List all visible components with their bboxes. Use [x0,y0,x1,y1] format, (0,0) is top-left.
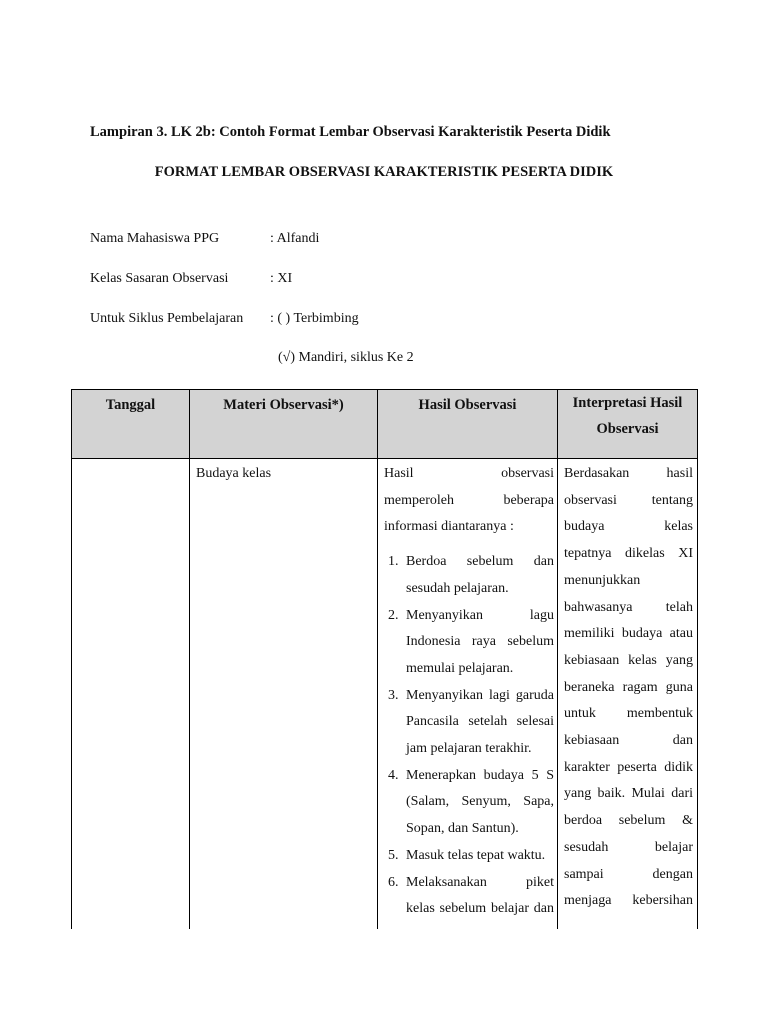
list-item-line: Pancasila setelah selesai [406,714,554,730]
list-item-line: Menyanyikan lagu [406,607,554,623]
list-number: 6. [388,874,399,890]
table-header-row [72,390,698,459]
field-value-nama: : Alfandi [270,231,320,246]
cell-hasil [378,459,558,930]
list-number: 2. [388,607,399,623]
list-item-line: Berdoa sebelum dan [406,554,554,570]
cell-tanggal [72,459,190,930]
list-item-line: Sopan, dan Santun). [406,821,519,837]
interpretasi-line: sesudah belajar [564,839,693,855]
interpretasi-line: karakter peserta didik [564,759,693,775]
header-interpretasi: Interpretasi Hasil Observasi [558,390,698,459]
list-item-line: Menerapkan budaya 5 S [406,767,554,783]
list-item-line: Menyanyikan lagi garuda [406,687,554,703]
interpretasi-line: memiliki budaya atau [564,626,693,642]
hasil-list [384,549,554,923]
cell-materi [190,459,378,930]
field-value-kelas: : XI [270,271,293,286]
hasil-intro-line: memperoleh beberapa [384,492,554,508]
interpretasi-line: menjaga kebersihan [564,893,693,909]
interpretasi-text [558,459,697,915]
interpretasi-line: sampai dengan [564,866,693,882]
interpretasi-line: bahwasanya telah [564,599,693,615]
list-item-line: memulai pelajaran. [406,660,514,676]
list-number: 5. [388,847,399,863]
table-row [72,459,698,930]
interpretasi-line: beraneka ragam guna [564,679,693,695]
list-item-line: Indonesia raya sebelum [406,634,554,650]
list-item [384,843,554,870]
interpretasi-line: menunjukkan [564,572,641,588]
field-label-kelas: Kelas Sasaran Observasi [90,271,229,286]
header-tanggal: Tanggal [72,390,190,459]
list-number: 3. [388,687,399,703]
interpretasi-line: Berdasakan hasil [564,466,693,481]
interpretasi-line: tepatnya dikelas XI [564,546,693,562]
list-number: 1. [388,554,399,570]
field-value-siklus-continuation: (√) Mandiri, siklus Ke 2 [278,350,414,365]
list-item [384,549,554,602]
interpretasi-line: observasi tentang [564,492,693,508]
list-item [384,763,554,843]
list-item-line: (Salam, Senyum, Sapa, [406,794,554,810]
list-item-line: jam pelajaran terakhir. [406,741,532,757]
document-title: FORMAT LEMBAR OBSERVASI KARAKTERISTIK PESERTA DIDIK [154,164,614,180]
list-item [384,683,554,763]
header-materi: Materi Observasi*) [190,390,378,459]
header-hasil: Hasil Observasi [378,390,558,459]
interpretasi-line: kebiasaan kelas yang [564,652,693,668]
interpretasi-line: untuk membentuk [564,706,693,722]
list-item [384,870,554,923]
hasil-intro-line: Hasil observasi [384,466,554,481]
list-item-line: Melaksanakan piket [406,874,554,890]
interpretasi-line: yang baik. Mulai dari [564,786,693,802]
list-item-line: sesudah pelajaran. [406,580,509,596]
interpretasi-line: budaya kelas [564,519,693,535]
list-item-line: kelas sebelum belajar dan [406,901,554,917]
materi-text: Budaya kelas [196,466,272,481]
interpretasi-line: berdoa sebelum & [564,813,693,829]
field-label-siklus: Untuk Siklus Pembelajaran [90,311,244,326]
list-number: 4. [388,767,399,783]
cell-interpretasi [558,459,698,930]
interpretasi-line: kebiasaan dan [564,733,693,749]
hasil-intro-line: informasi diantaranya : [384,519,514,535]
hasil-observasi-text [378,459,557,923]
list-item [384,603,554,683]
field-label-nama: Nama Mahasiswa PPG [90,231,220,246]
list-item-line: Masuk telas tepat waktu. [406,847,546,863]
field-value-siklus: : ( ) Terbimbing [270,311,359,326]
document-caption: Lampiran 3. LK 2b: Contoh Format Lembar Observasi Karakteristik Peserta Didik [90,124,611,140]
observation-table [71,389,698,929]
